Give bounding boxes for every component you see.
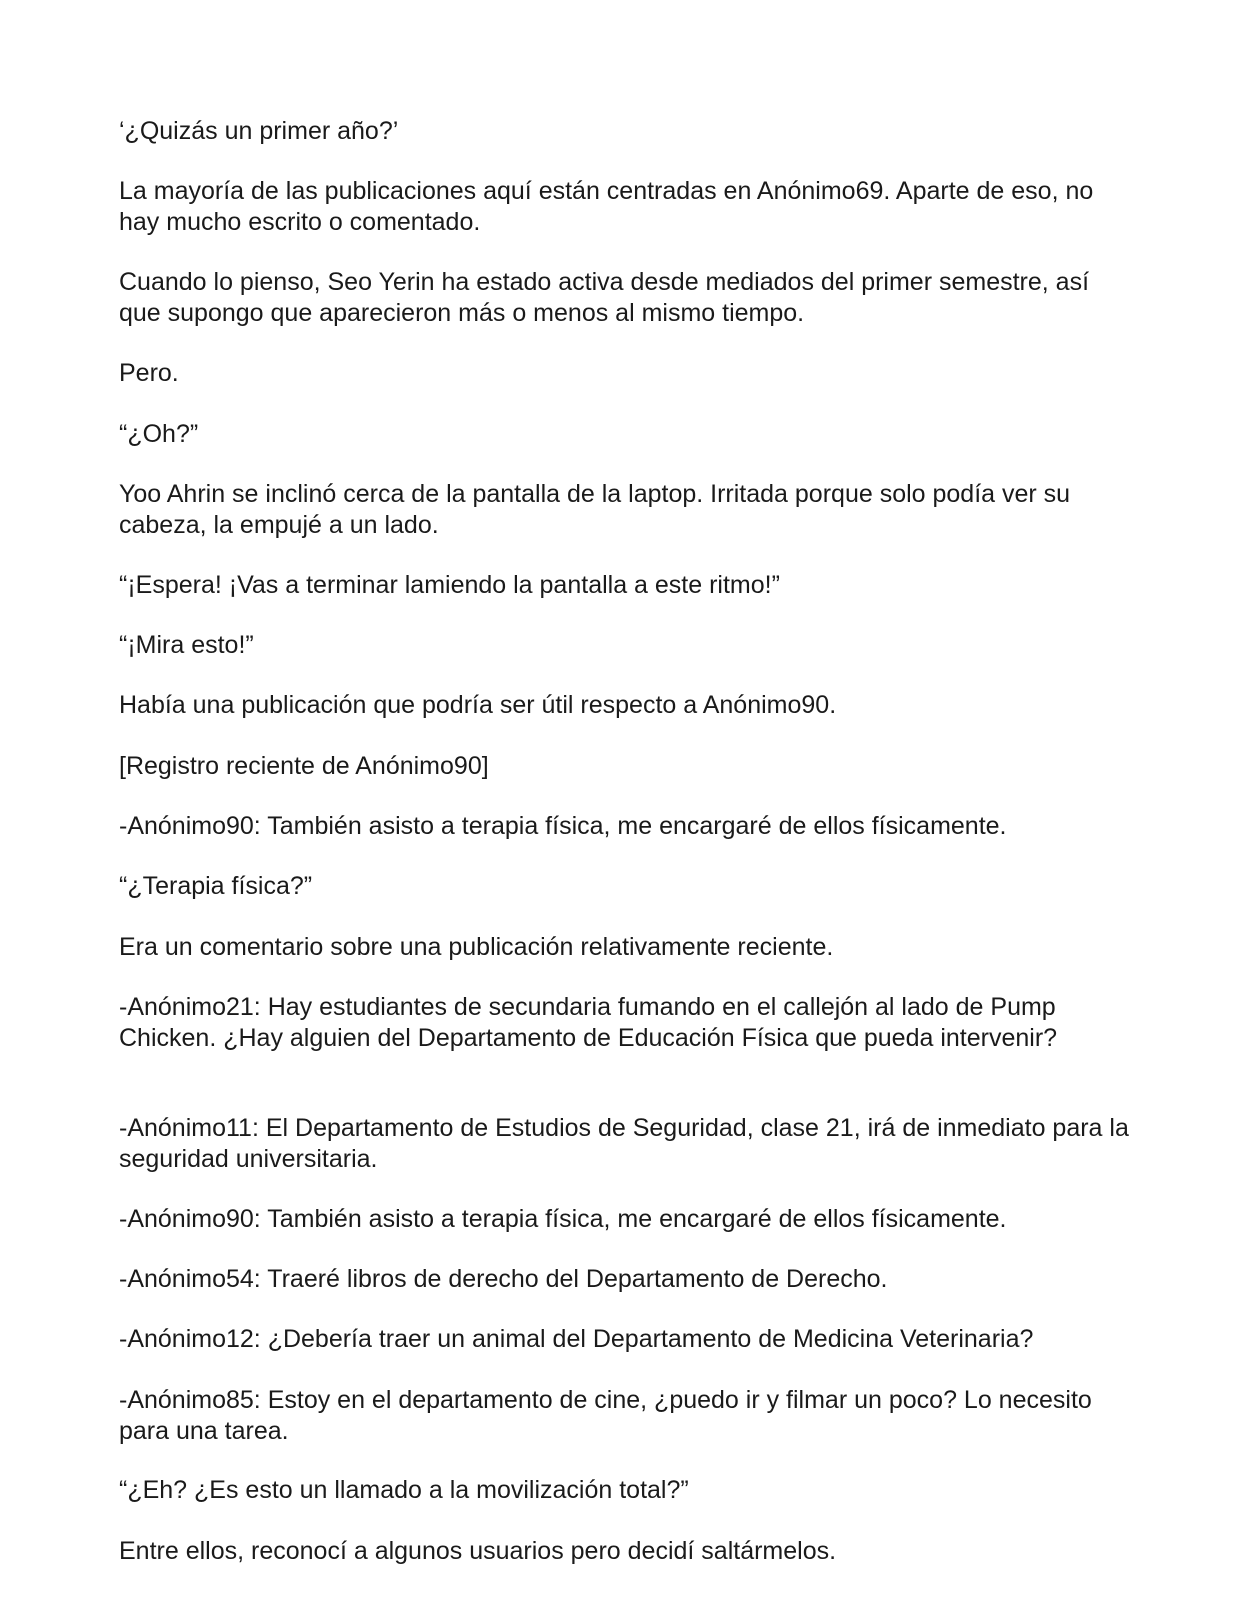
paragraph: “¡Espera! ¡Vas a terminar lamiendo la pantalla a este ritmo!” [119, 571, 780, 599]
paragraph: “¿Oh?” [119, 420, 199, 448]
paragraph: Pero. [119, 359, 179, 387]
paragraph: Yoo Ahrin se inclinó cerca de la pantalla de la laptop. Irritada porque solo podía ver su cabeza, la empujé a un lado. [119, 480, 1078, 539]
paragraph: La mayoría de las publicaciones aquí están centradas en Anónimo69. Aparte de eso, no hay mucho escrito o comentado. [119, 177, 1101, 236]
paragraph: “¡Mira esto!” [119, 631, 254, 659]
paragraph: “¿Terapia física?” [119, 872, 313, 900]
paragraph: ‘¿Quizás un primer año?’ [119, 117, 399, 145]
paragraph: -Anónimo12: ¿Debería traer un animal del Departamento de Medicina Veterinaria? [119, 1325, 1034, 1353]
paragraph: -Anónimo85: Estoy en el departamento de cine, ¿puedo ir y filmar un poco? Lo necesito para una tarea. [119, 1386, 1099, 1445]
paragraph: Entre ellos, reconocí a algunos usuarios pero decidí saltármelos. [119, 1537, 837, 1565]
paragraph: [Registro reciente de Anónimo90] [119, 752, 489, 780]
paragraph: -Anónimo54: Traeré libros de derecho del Departamento de Derecho. [119, 1265, 888, 1293]
paragraph: Era un comentario sobre una publicación relativamente reciente. [119, 933, 834, 961]
paragraph: Cuando lo pienso, Seo Yerin ha estado activa desde mediados del primer semestre, así que supongo que aparecieron más o menos al mismo tiempo. [119, 268, 1096, 327]
paragraph: -Anónimo90: También asisto a terapia física, me encargaré de ellos físicamente. [119, 1205, 1007, 1233]
paragraph: -Anónimo11: El Departamento de Estudios de Seguridad, clase 21, irá de inmediato para la seguridad universitaria. [119, 1114, 1136, 1173]
paragraph: -Anónimo21: Hay estudiantes de secundaria fumando en el callejón al lado de Pump Chicken. ¿Hay alguien del Departamento de Educación Física que pueda intervenir? [119, 993, 1063, 1052]
paragraph: -Anónimo90: También asisto a terapia física, me encargaré de ellos físicamente. [119, 812, 1007, 840]
paragraph: Había una publicación que podría ser útil respecto a Anónimo90. [119, 691, 837, 719]
paragraph: “¿Eh? ¿Es esto un llamado a la movilización total?” [119, 1476, 689, 1504]
